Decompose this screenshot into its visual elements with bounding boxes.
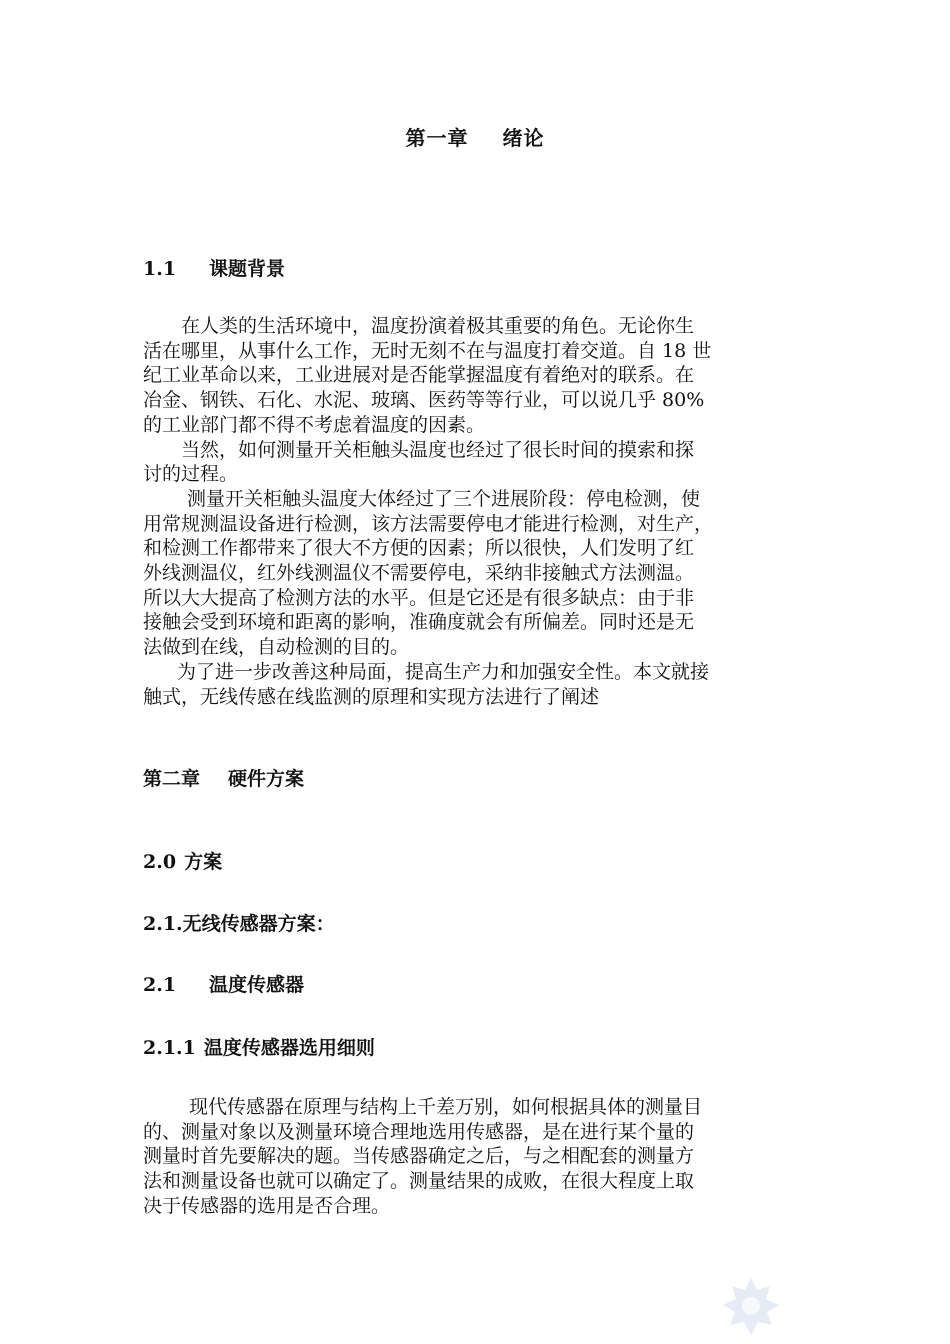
intro-line: 活在哪里，从事什么工作，无时无刻不在与温度打着交道。自 18 世 xyxy=(143,339,712,362)
section-1-1-number: 1.1 xyxy=(143,258,177,280)
section-2-1-wireless-heading xyxy=(143,909,335,936)
intro-line: 接触会受到环境和距离的影响，准确度就会有所偏差。同时还是无 xyxy=(143,611,695,634)
intro-line: 纪工业革命以来，工业进展对是否能掌握温度有着绝对的联系。在 xyxy=(143,364,695,387)
sensor-line: 法和测量设备也就可以确定了。测量结果的成败，在很大程度上取 xyxy=(143,1170,695,1193)
section-2-1-number: 2.1 xyxy=(143,974,177,996)
chapter-2-title: 硬件方案 xyxy=(228,768,305,790)
intro-paragraph xyxy=(143,314,713,709)
section-1-1-heading xyxy=(143,254,285,281)
intro-line: 所以大大提高了检测方法的水平。但是它还是有很多缺点：由于非 xyxy=(143,586,695,609)
intro-line: 的工业部门都不得不考虑着温度的因素。 xyxy=(143,413,486,436)
section-2-1-wireless-title: 无线传感器方案： xyxy=(182,913,335,935)
intro-line: 测量开关柜触头温度大体经过了三个进展阶段：停电检测，使 xyxy=(187,487,701,510)
intro-line: 在人类的生活环境中，温度扮演着极其重要的角色。无论你生 xyxy=(181,315,695,337)
intro-line: 当然，如何测量开关柜触头温度也经过了很长时间的摸索和探 xyxy=(181,438,695,461)
intro-line: 触式，无线传感在线监测的原理和实现方法进行了阐述 xyxy=(143,685,600,708)
chapter-1-heading xyxy=(0,122,950,151)
intro-line: 外线测温仪，红外线测温仪不需要停电，采纳非接触式方法测温。 xyxy=(143,562,695,585)
chapter-1-title: 绪论 xyxy=(502,126,545,150)
sensor-line: 测量时首先要解决的题。当传感器确定之后，与之相配套的测量方 xyxy=(143,1145,695,1168)
section-2-0-heading xyxy=(143,847,222,874)
section-2-1-wireless-number: 2.1. xyxy=(143,913,183,935)
section-2-0-number: 2.0 xyxy=(143,851,177,873)
intro-line: 和检测工作都带来了很大不方便的因素；所以很快，人们发明了红 xyxy=(143,537,695,560)
section-2-1-1-number: 2.1.1 xyxy=(143,1037,196,1059)
section-1-1-title: 课题背景 xyxy=(209,258,286,280)
chapter-1-label: 第一章 xyxy=(405,126,469,150)
sensor-paragraph xyxy=(143,1095,702,1219)
intro-line: 为了进一步改善这种局面，提高生产力和加强安全性。本文就接 xyxy=(177,660,710,683)
chapter-2-heading xyxy=(143,764,304,791)
snowflake-watermark-icon xyxy=(720,1276,782,1338)
section-2-0-title: 方案 xyxy=(184,851,223,873)
sensor-line: 现代传感器在原理与结构上千差万别，如何根据具体的测量目 xyxy=(189,1096,703,1118)
chapter-2-label: 第二章 xyxy=(143,768,201,790)
section-2-1-1-title: 温度传感器选用细则 xyxy=(203,1037,375,1059)
sensor-line: 决于传感器的选用是否合理。 xyxy=(143,1194,391,1217)
intro-line: 讨的过程。 xyxy=(143,463,239,486)
section-2-1-1-heading xyxy=(143,1033,375,1060)
intro-line: 用常规测温设备进行检测，该方法需要停电才能进行检测，对生产， xyxy=(143,512,714,535)
section-2-1-title: 温度传感器 xyxy=(209,974,305,996)
section-2-1-heading xyxy=(143,970,304,997)
sensor-line: 的、测量对象以及测量环境合理地选用传感器，是在进行某个量的 xyxy=(143,1120,695,1143)
intro-line: 冶金、钢铁、石化、水泥、玻璃、医药等等行业，可以说几乎 80% xyxy=(143,389,705,412)
intro-line: 法做到在线，自动检测的目的。 xyxy=(143,636,410,659)
